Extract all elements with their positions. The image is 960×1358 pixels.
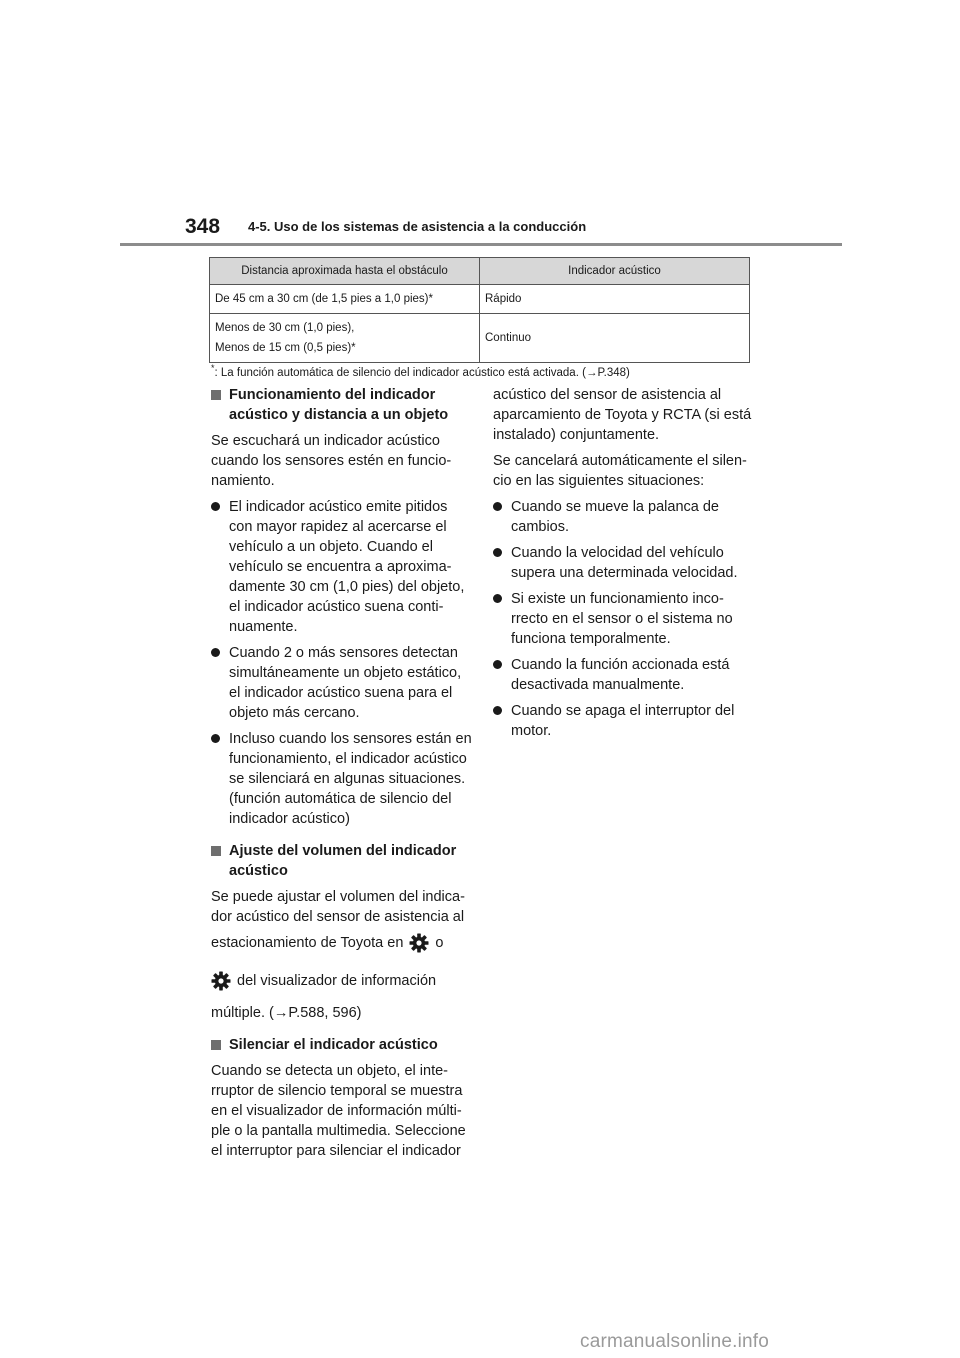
- arrow-icon: →: [273, 1005, 289, 1021]
- section-heading: [211, 1035, 473, 1055]
- paragraph: acústico del sensor de asistencia al aparcamiento de Toyota y RCTA (si está instalado) conjuntamente.: [493, 387, 752, 443]
- square-marker-icon: [211, 390, 221, 400]
- list-item-text: Cuando se mueve la palanca de cambios.: [511, 499, 719, 535]
- heading-text: Ajuste del volumen del indicador acústico: [229, 843, 457, 879]
- paragraph: Se cancelará automáticamente el silen- cio en las siguientes situaciones:: [493, 453, 747, 489]
- list-item: [493, 497, 755, 537]
- footnote-text: : La función automática de silencio del indicador acústico está activada. (: [214, 366, 586, 379]
- table-header-buzzer: Indicador acústico: [480, 258, 750, 285]
- text-fragment: o: [435, 935, 444, 951]
- bullet-dot-icon: [211, 734, 220, 743]
- paragraph: Se escuchará un indicador acústico cuando los sensores estén en funcio- namiento.: [211, 433, 452, 489]
- text-fragment: múltiple. (: [211, 1005, 274, 1021]
- table-cell-buzzer: Continuo: [480, 314, 750, 363]
- footnote-mark: *: [211, 363, 215, 373]
- paragraph-line: [211, 927, 473, 959]
- paragraph-line: [211, 965, 473, 997]
- bullet-dot-icon: [493, 548, 502, 557]
- distance-line: Menos de 30 cm (1,0 pies),: [215, 322, 355, 334]
- header-divider: [120, 243, 842, 246]
- square-marker-icon: [211, 846, 221, 856]
- heading-text: Silenciar el indicador acústico: [229, 1037, 438, 1053]
- table-cell-buzzer: Rápido: [480, 285, 750, 314]
- list-item: [493, 655, 755, 695]
- watermark: carmanualsonline.info: [580, 1331, 770, 1352]
- list-item-text: Cuando se apaga el interruptor del motor.: [511, 703, 735, 739]
- list-item-text: Si existe un funcionamiento inco- rrecto en el sensor o el sistema no funciona temporalmente.: [511, 591, 733, 647]
- bullet-dot-icon: [493, 660, 502, 669]
- list-item: [493, 543, 755, 583]
- left-column: [211, 385, 473, 1167]
- paragraph-line: [211, 1003, 473, 1023]
- bullet-dot-icon: [211, 648, 220, 657]
- text-fragment: estacionamiento de Toyota en: [211, 935, 404, 951]
- section-heading: [211, 841, 473, 881]
- table-footnote: [211, 358, 630, 383]
- text-fragment: del visualizador de información: [237, 973, 437, 989]
- list-item-text: Cuando la función accionada está desactivada manualmente.: [511, 657, 730, 693]
- page-number: 348: [185, 215, 221, 238]
- table-header-row: [210, 258, 750, 285]
- square-marker-icon: [211, 1040, 221, 1050]
- distance-line: De 45 cm a 30 cm (de 1,5 pies a 1,0 pies)*: [215, 293, 433, 305]
- list-item-text: Incluso cuando los sensores están en funcionamiento, el indicador acústico se silenciará en algunas situaciones. (función automática de silencio del indicador acústico): [229, 731, 472, 827]
- heading-text: Funcionamiento del indicador acústico y distancia a un objeto: [229, 387, 449, 423]
- gear-icon: [211, 971, 231, 991]
- distance-buzzer-table: [209, 257, 750, 363]
- list-item: [211, 643, 473, 723]
- bullet-dot-icon: [493, 706, 502, 715]
- page-reference-link[interactable]: P.588, 596): [288, 1005, 362, 1021]
- list-item: [211, 497, 473, 637]
- arrow-icon: →: [585, 366, 598, 379]
- table-cell-distance: [210, 314, 480, 363]
- section-title: 4-5. Uso de los sistemas de asistencia a la conducción: [248, 219, 587, 234]
- bullet-dot-icon: [211, 502, 220, 511]
- table-row: [210, 314, 750, 363]
- paragraph: Se puede ajustar el volumen del indica- dor acústico del sensor de asistencia al: [211, 889, 465, 925]
- gear-icon: [409, 933, 429, 953]
- table-header-distance: Distancia aproximada hasta el obstáculo: [210, 258, 480, 285]
- list-item: [211, 729, 473, 829]
- list-item-text: Cuando 2 o más sensores detectan simultáneamente un objeto estático, el indicador acústico suena para el objeto más cercano.: [229, 645, 462, 721]
- paragraph: Cuando se detecta un objeto, el inte- rruptor de silencio temporal se muestra en el visualizador de información múlti- ple o la pantalla multimedia. Seleccione el interruptor para silenciar el indicador: [211, 1063, 466, 1159]
- bullet-dot-icon: [493, 594, 502, 603]
- bullet-dot-icon: [493, 502, 502, 511]
- table-row: [210, 285, 750, 314]
- table-cell-distance: [210, 285, 480, 314]
- section-heading: [211, 385, 473, 425]
- list-item: [493, 701, 755, 741]
- list-item: [493, 589, 755, 649]
- list-item-text: El indicador acústico emite pitidos con mayor rapidez al acercarse el vehículo a un objeto. Cuando el vehículo se encuentra a aproxima- damente 30 cm (1,0 pies) del objeto, el indicador acústico suena conti- nuamente.: [229, 499, 465, 635]
- right-column: [493, 385, 755, 747]
- list-item-text: Cuando la velocidad del vehículo supera una determinada velocidad.: [511, 545, 738, 581]
- footnote-page-link[interactable]: P.348): [597, 366, 630, 379]
- distance-line: Menos de 15 cm (0,5 pies)*: [215, 342, 356, 354]
- page-header: [0, 0, 960, 250]
